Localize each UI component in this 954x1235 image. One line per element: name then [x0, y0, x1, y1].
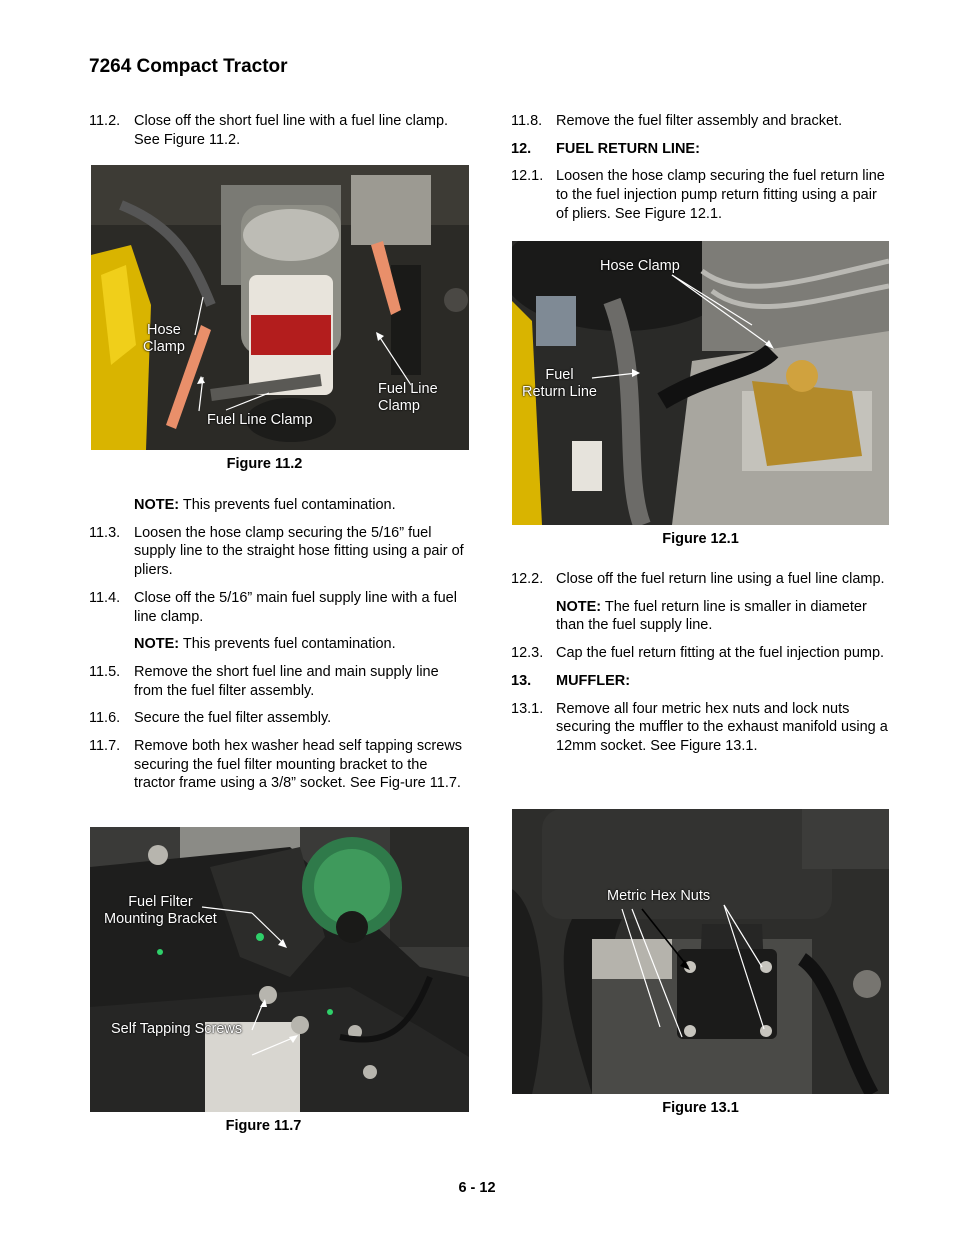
step-text: Remove both hex washer head self tapping screws securing the fuel filter mounting bracket to the tractor frame using a 3/8” socket. See Fig-ure 11.7.: [134, 738, 463, 792]
note-text: The fuel return line is smaller in diameter than the fuel supply line.: [556, 598, 867, 634]
step-11-4: [89, 589, 471, 626]
figure-12-1-caption: Figure 12.1: [662, 531, 739, 547]
step-number: 11.3.: [89, 524, 121, 541]
left-column-top: [89, 112, 471, 158]
note-contamination-2: [89, 635, 471, 654]
step-12-3: [511, 644, 891, 663]
label-hose-clamp-12: Hose Clamp: [600, 258, 680, 274]
figure-11-7-caption: Figure 11.7: [225, 1118, 302, 1134]
step-number: 11.6.: [89, 710, 121, 727]
figure-12-1-photo: [512, 241, 889, 525]
figure-11-2-photo: [91, 165, 469, 450]
step-text: Secure the fuel filter assembly.: [134, 710, 332, 727]
note-contamination-1: [89, 496, 471, 515]
step-11-3: [89, 524, 471, 580]
note-return-line: [511, 598, 891, 635]
figure-11-7-photo: [90, 827, 469, 1112]
label-fuel-filter-bracket: Fuel Filter Mounting Bracket: [104, 894, 217, 927]
step-number: 12.3.: [511, 645, 544, 662]
step-text: Remove the fuel filter assembly and bracket.: [556, 113, 843, 129]
note-text: This prevents fuel contamination.: [179, 497, 396, 513]
step-number: 11.8.: [511, 113, 543, 129]
heading-number: 13.: [511, 672, 532, 689]
step-11-7: [89, 737, 471, 793]
right-column-mid: [511, 570, 891, 765]
step-number: 11.5.: [89, 663, 121, 680]
right-column-top: [511, 112, 891, 233]
step-12-2: [511, 570, 891, 589]
figure-13-1-caption: Figure 13.1: [662, 1100, 739, 1116]
step-text: Remove the short fuel line and main supply line from the fuel filter assembly.: [134, 663, 439, 699]
page-title: 7264 Compact Tractor: [89, 56, 288, 77]
label-metric-hex-nuts: Metric Hex Nuts: [607, 888, 711, 904]
heading-fuel-return-line: [511, 140, 891, 159]
step-text: Loosen the hose clamp securing the fuel return line to the fuel injection pump return fitting using a pair of pliers. See Figure 12.1.: [556, 168, 885, 222]
step-number: 12.2.: [511, 571, 544, 587]
step-12-1: [511, 167, 891, 223]
figure-11-2-caption: Figure 11.2: [226, 456, 303, 472]
step-number: 11.4.: [89, 589, 121, 606]
label-fuel-line-clamp: Fuel Line Clamp: [207, 412, 313, 428]
note-label: NOTE:: [134, 497, 180, 513]
step-11-5: [89, 663, 471, 700]
step-text: Cap the fuel return fitting at the fuel injection pump.: [556, 645, 885, 662]
step-13-1: [511, 700, 891, 756]
step-text: Loosen the hose clamp securing the 5/16” fuel supply line to the straight hose fitting using a pair of pliers.: [134, 524, 464, 579]
figure-13-1-photo: [512, 809, 889, 1094]
step-11-2: [89, 112, 471, 149]
note-label: NOTE:: [556, 598, 602, 615]
heading-text: MUFFLER:: [556, 672, 631, 689]
heading-muffler: [511, 672, 891, 691]
step-number: 12.1.: [511, 168, 544, 185]
step-number: 11.7.: [89, 738, 121, 755]
heading-text: FUEL RETURN LINE:: [556, 140, 700, 157]
label-fuel-return-line: Fuel Return Line: [522, 367, 597, 400]
label-hose-clamp: Hose Clamp: [143, 322, 185, 355]
step-text: Remove all four metric hex nuts and lock nuts securing the muffler to the exhaust manifold using a 12mm socket. See Figure 13.1.: [556, 700, 888, 754]
label-fuel-line-clamp-right: Fuel Line Clamp: [378, 381, 438, 414]
step-11-6: [89, 709, 471, 728]
label-self-tapping-screws: Self Tapping Screws: [111, 1021, 243, 1037]
note-text: This prevents fuel contamination.: [179, 636, 396, 653]
step-number: 13.1.: [511, 700, 544, 717]
step-text: Close off the fuel return line using a fuel line clamp.: [556, 571, 885, 587]
step-text: Close off the 5/16” main fuel supply line with a fuel line clamp.: [134, 589, 457, 625]
step-number: 11.2.: [89, 113, 121, 129]
left-column-mid: [89, 496, 471, 802]
page-number: 6 - 12: [458, 1180, 496, 1196]
note-label: NOTE:: [134, 636, 180, 653]
heading-number: 12.: [511, 140, 532, 157]
step-text: Close off the short fuel line with a fuel line clamp. See Figure 11.2.: [134, 113, 449, 148]
step-11-8: [511, 112, 891, 131]
